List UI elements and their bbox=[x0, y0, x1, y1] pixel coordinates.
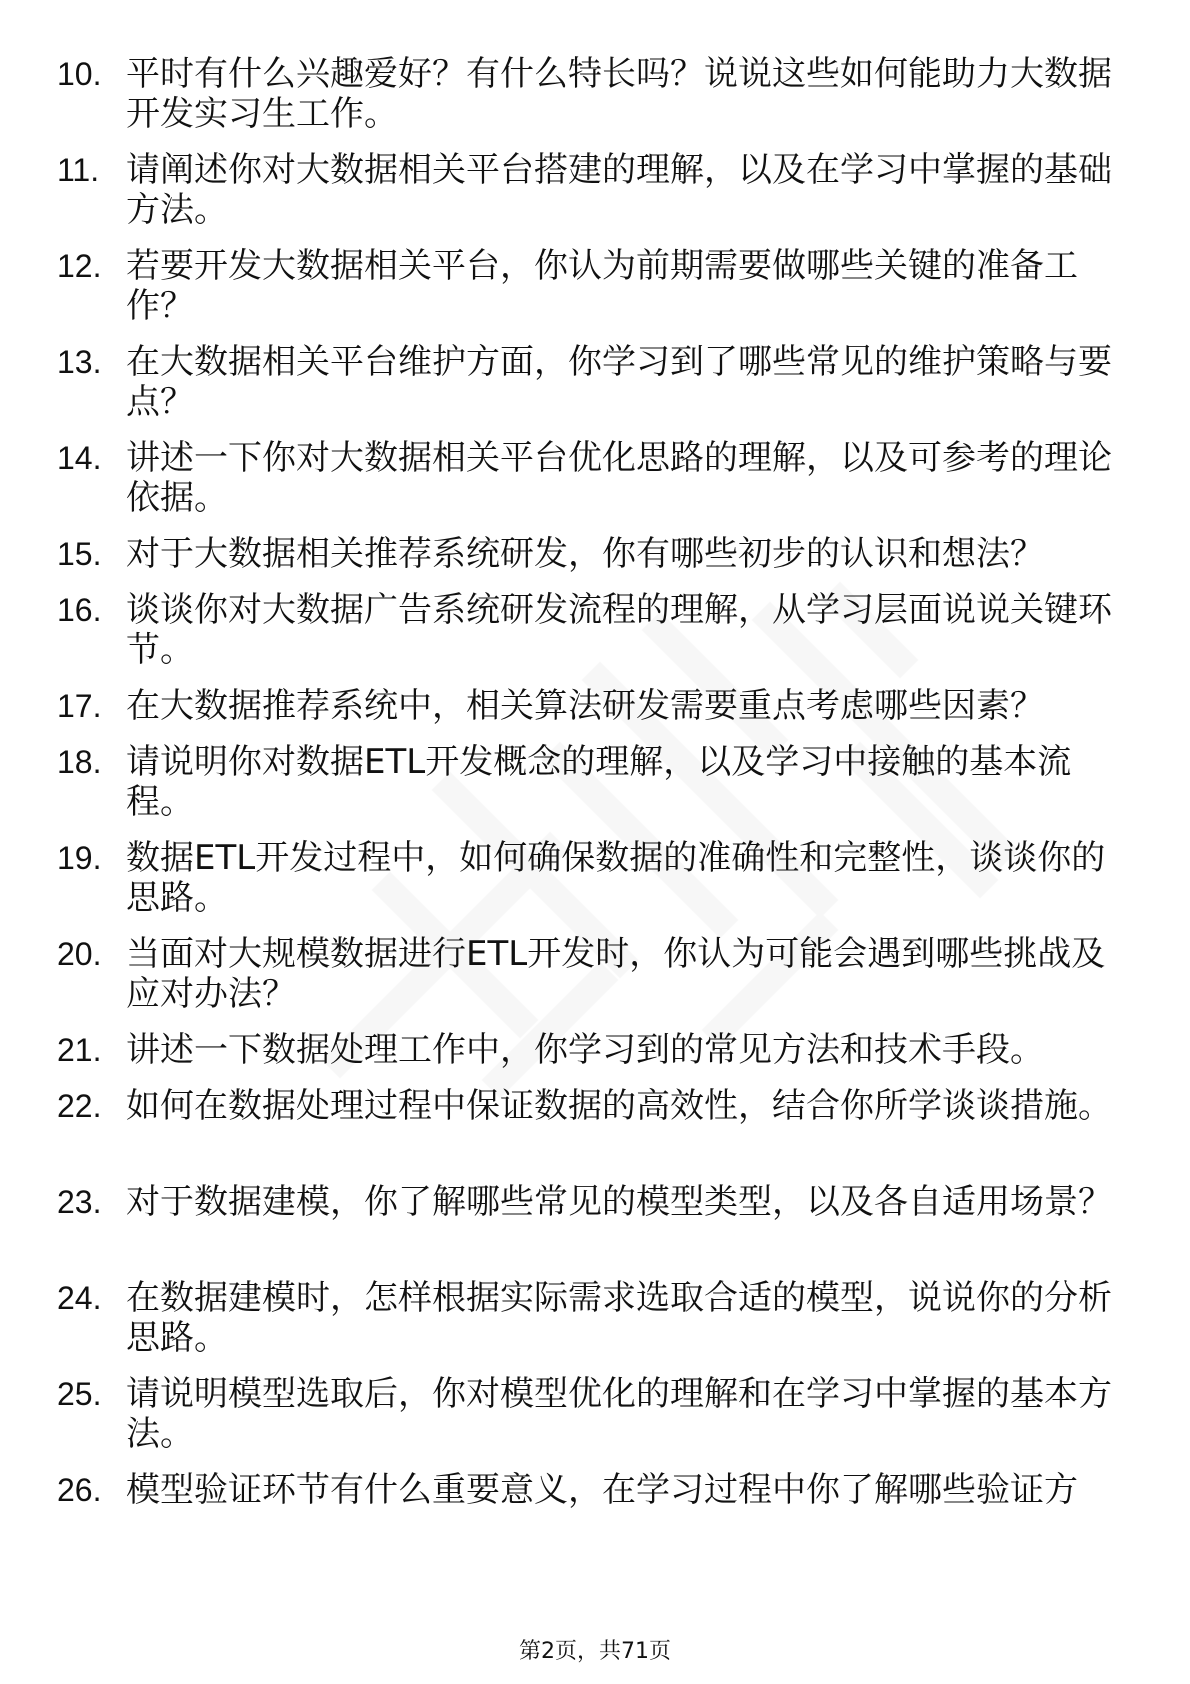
question-text: 对于大数据相关推荐系统研发，你有哪些初步的认识和想法？ bbox=[126, 534, 1044, 574]
question-item bbox=[0, 342, 1190, 422]
question-number: 22. bbox=[57, 1088, 102, 1124]
question-number: 24. bbox=[57, 1280, 102, 1316]
question-number: 18. bbox=[57, 744, 102, 780]
question-text: 平时有什么兴趣爱好？有什么特长吗？说说这些如何能助力大数据开发实习生工作。 bbox=[126, 54, 1112, 134]
question-number: 14. bbox=[57, 440, 102, 476]
question-text: 在大数据推荐系统中，相关算法研发需要重点考虑哪些因素？ bbox=[126, 686, 1044, 726]
question-item bbox=[0, 150, 1190, 230]
question-number: 23. bbox=[57, 1184, 102, 1220]
question-item bbox=[0, 838, 1190, 918]
question-number: 17. bbox=[57, 688, 102, 724]
question-text: 请说明模型选取后，你对模型优化的理解和在学习中掌握的基本方法。 bbox=[126, 1374, 1112, 1454]
question-text: 在数据建模时，怎样根据实际需求选取合适的模型，说说你的分析思路。 bbox=[126, 1278, 1112, 1358]
page-footer bbox=[0, 1634, 1190, 1665]
question-number: 10. bbox=[57, 56, 102, 92]
question-number: 20. bbox=[57, 936, 102, 972]
question-text: 请说明你对数据ETL开发概念的理解，以及学习中接触的基本流程。 bbox=[126, 742, 1072, 822]
question-text: 在大数据相关平台维护方面，你学习到了哪些常见的维护策略与要点？ bbox=[126, 342, 1112, 422]
question-text: 若要开发大数据相关平台，你认为前期需要做哪些关键的准备工作？ bbox=[126, 246, 1078, 326]
question-number: 25. bbox=[57, 1376, 102, 1412]
question-number: 19. bbox=[57, 840, 102, 876]
page-number-label: 第2页，共71页 bbox=[519, 1639, 671, 1664]
question-number: 11. bbox=[57, 152, 100, 188]
question-text: 数据ETL开发过程中，如何确保数据的准确性和完整性，谈谈你的思路。 bbox=[126, 838, 1106, 918]
question-number: 12. bbox=[57, 248, 102, 284]
question-list bbox=[0, 54, 1190, 1526]
question-text: 讲述一下你对大数据相关平台优化思路的理解，以及可参考的理论依据。 bbox=[126, 438, 1112, 518]
question-item bbox=[0, 1470, 1190, 1510]
question-text: 谈谈你对大数据广告系统研发流程的理解，从学习层面说说关键环节。 bbox=[126, 590, 1112, 670]
question-number: 15. bbox=[57, 536, 102, 572]
question-item bbox=[0, 742, 1190, 822]
question-number: 13. bbox=[57, 344, 102, 380]
question-text: 当面对大规模数据进行ETL开发时，你认为可能会遇到哪些挑战及应对办法？ bbox=[126, 934, 1106, 1014]
question-number: 16. bbox=[57, 592, 102, 628]
question-text: 对于数据建模，你了解哪些常见的模型类型，以及各自适用场景？ bbox=[126, 1182, 1112, 1222]
question-item bbox=[0, 1278, 1190, 1358]
question-text: 请阐述你对大数据相关平台搭建的理解，以及在学习中掌握的基础方法。 bbox=[126, 150, 1112, 230]
question-item bbox=[0, 1030, 1190, 1070]
question-text: 如何在数据处理过程中保证数据的高效性，结合你所学谈谈措施。 bbox=[126, 1086, 1112, 1126]
question-item bbox=[0, 590, 1190, 670]
question-number: 26. bbox=[57, 1472, 102, 1508]
question-item bbox=[0, 246, 1190, 326]
question-item bbox=[0, 438, 1190, 518]
question-text: 模型验证环节有什么重要意义，在学习过程中你了解哪些验证方 bbox=[126, 1470, 1078, 1510]
question-item bbox=[0, 1086, 1190, 1166]
question-item bbox=[0, 54, 1190, 134]
question-item bbox=[0, 1182, 1190, 1262]
question-text: 讲述一下数据处理工作中，你学习到的常见方法和技术手段。 bbox=[126, 1030, 1044, 1070]
question-item bbox=[0, 934, 1190, 1014]
question-item bbox=[0, 534, 1190, 574]
question-item bbox=[0, 686, 1190, 726]
question-number: 21. bbox=[57, 1032, 102, 1068]
question-item bbox=[0, 1374, 1190, 1454]
